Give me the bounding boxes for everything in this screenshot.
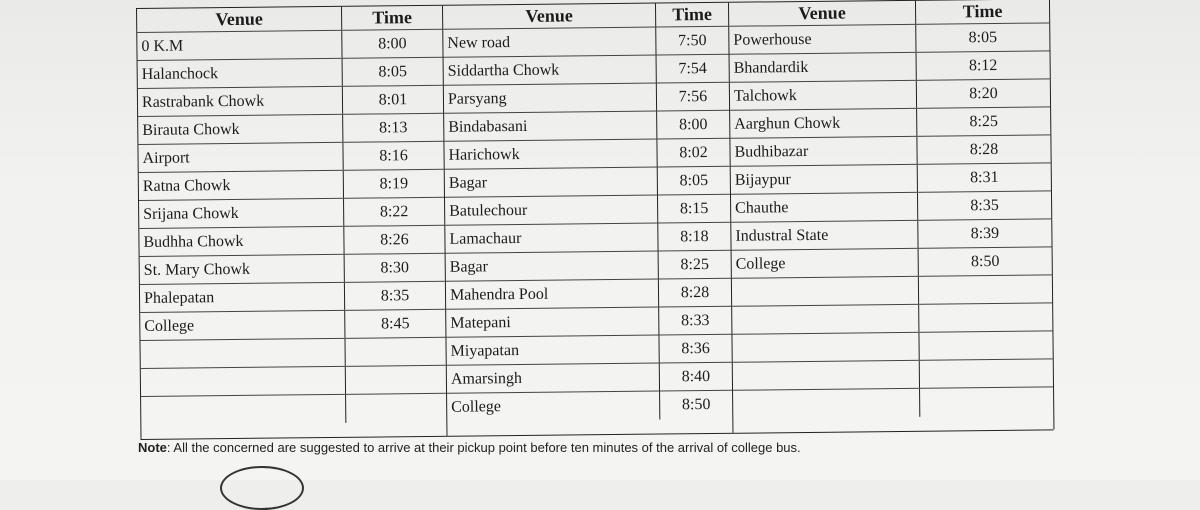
time-cell: 8:30 — [380, 258, 410, 276]
table-row — [444, 139, 729, 170]
time-cell: 8:20 — [969, 84, 998, 102]
table-row — [446, 307, 731, 338]
table-row — [445, 195, 730, 226]
venue-header: Venue — [137, 7, 342, 32]
route-column-1 — [137, 6, 447, 439]
time-cell: 8:13 — [378, 118, 408, 136]
venue-cell — [732, 277, 919, 306]
time-cell: 8:35 — [970, 196, 999, 214]
time-cell: 8:25 — [680, 255, 710, 273]
venue-cell: Srijana Chowk — [139, 199, 344, 228]
table-row — [732, 275, 1052, 306]
time-cell: 8:19 — [379, 174, 409, 192]
venue-cell: Industral State — [731, 221, 918, 250]
time-cell: 8:01 — [378, 90, 408, 108]
table-row — [733, 359, 1053, 390]
venue-cell: Miyapatan — [446, 336, 659, 365]
table-row — [732, 247, 1052, 278]
table-row — [138, 86, 443, 117]
time-cell: 8:26 — [380, 230, 409, 248]
venue-cell: Bagar — [445, 168, 658, 197]
table-row — [139, 198, 444, 229]
time-cell: 8:15 — [679, 199, 709, 217]
table-row — [138, 58, 443, 89]
table-row — [444, 83, 729, 114]
table-row — [447, 391, 732, 422]
venue-cell: Airport — [138, 143, 343, 172]
venue-cell: Birauta Chowk — [138, 115, 343, 144]
venue-cell — [732, 333, 919, 362]
table-row — [140, 254, 445, 285]
table-row — [138, 114, 443, 145]
table-row — [730, 107, 1050, 138]
table-row — [446, 251, 731, 282]
note-label: Note — [138, 440, 167, 455]
time-cell: 8:31 — [969, 168, 999, 186]
venue-cell — [141, 367, 346, 396]
table-row — [447, 363, 732, 394]
time-cell: 8:35 — [380, 286, 410, 304]
table-row — [445, 223, 730, 254]
venue-cell: College — [140, 311, 345, 340]
venue-cell: New road — [443, 28, 656, 57]
venue-cell: Amarsingh — [447, 364, 660, 393]
venue-cell: College — [732, 249, 919, 278]
header-row — [137, 6, 442, 33]
time-cell: 7:56 — [678, 87, 708, 105]
time-cell: 7:50 — [678, 31, 707, 49]
table-row — [444, 55, 729, 86]
venue-cell: Rastrabank Chowk — [138, 87, 343, 116]
venue-cell: Bagar — [446, 252, 659, 281]
time-cell: 8:02 — [679, 143, 708, 161]
venue-cell: 0 K.M — [137, 31, 342, 60]
route-column-2 — [443, 3, 733, 436]
time-cell: 8:39 — [970, 224, 1000, 242]
time-cell — [346, 366, 446, 394]
time-header: Time — [962, 0, 1003, 22]
table-row — [140, 310, 445, 341]
venue-cell: Siddartha Chowk — [444, 56, 657, 85]
venue-cell — [141, 395, 346, 425]
table-row — [137, 30, 442, 61]
header-row — [729, 0, 1049, 27]
table-row — [733, 387, 1053, 418]
table-row — [729, 23, 1049, 54]
table-row — [140, 338, 445, 369]
time-cell — [920, 359, 1053, 387]
venue-cell: Powerhouse — [729, 25, 916, 54]
venue-cell: Matepani — [446, 308, 659, 337]
college-stamp — [220, 466, 304, 510]
time-cell — [346, 394, 446, 423]
time-cell: 8:40 — [681, 367, 711, 385]
time-cell — [919, 275, 1052, 303]
time-cell: 8:28 — [969, 140, 999, 158]
time-cell: 8:33 — [680, 311, 710, 329]
time-cell — [919, 303, 1052, 331]
table-row — [731, 191, 1051, 222]
schedule-note — [138, 440, 801, 455]
time-header: Time — [372, 7, 413, 28]
venue-cell: Bijaypur — [731, 165, 918, 194]
time-cell: 8:05 — [378, 62, 407, 80]
time-header: Time — [672, 3, 713, 25]
table-row — [730, 79, 1050, 110]
time-cell: 8:50 — [970, 252, 1000, 270]
table-row — [141, 366, 446, 397]
table-row — [138, 142, 443, 173]
venue-cell: Parsyang — [444, 84, 657, 113]
venue-cell: Halanchock — [138, 59, 343, 88]
table-row — [446, 279, 731, 310]
table-row — [139, 226, 444, 257]
table-row — [140, 282, 445, 313]
time-cell: 8:18 — [680, 227, 709, 245]
venue-cell — [732, 305, 919, 334]
venue-cell: College — [447, 392, 660, 422]
time-cell — [345, 338, 445, 366]
time-cell: 8:50 — [681, 396, 711, 414]
venue-cell: Chauthe — [731, 193, 918, 222]
time-cell: 8:36 — [681, 339, 710, 357]
venue-cell — [733, 361, 920, 390]
note-text: : All the concerned are suggested to arrive at their pickup point before ten minutes of the arrival of college bus. — [166, 440, 801, 455]
table-row — [444, 111, 729, 142]
venue-cell: St. Mary Chowk — [140, 255, 345, 284]
time-cell — [919, 331, 1052, 359]
venue-cell: Lamachaur — [445, 224, 658, 253]
venue-cell — [733, 389, 920, 419]
time-cell: 8:00 — [678, 115, 708, 133]
venue-cell: Bindabasani — [444, 112, 657, 141]
time-cell: 8:25 — [969, 112, 999, 130]
table-row — [731, 219, 1051, 250]
venue-cell: Budhibazar — [730, 137, 917, 166]
time-cell: 8:00 — [378, 34, 407, 52]
time-cell: 8:28 — [680, 283, 710, 301]
time-cell: 8:22 — [379, 202, 409, 220]
time-cell: 8:12 — [968, 56, 998, 74]
venue-cell: Mahendra Pool — [446, 280, 659, 309]
venue-header: Venue — [443, 4, 656, 29]
table-row — [731, 163, 1051, 194]
table-row — [730, 51, 1050, 82]
time-cell: 8:16 — [379, 146, 408, 164]
time-cell: 8:45 — [380, 314, 410, 332]
venue-cell: Budhha Chowk — [139, 227, 344, 256]
venue-cell: Aarghun Chowk — [730, 109, 917, 138]
table-row — [732, 303, 1052, 334]
table-row — [443, 27, 728, 58]
header-row — [443, 3, 728, 30]
table-row — [732, 331, 1052, 362]
table-row — [141, 394, 446, 425]
time-cell: 7:54 — [678, 59, 707, 77]
time-cell — [920, 387, 1053, 416]
venue-cell: Harichowk — [444, 140, 657, 169]
venue-cell: Batulechour — [445, 196, 658, 225]
venue-header: Venue — [729, 1, 916, 26]
venue-cell: Talchowk — [730, 81, 917, 110]
table-row — [445, 167, 730, 198]
table-row — [730, 135, 1050, 166]
venue-cell: Bhandardik — [730, 53, 917, 82]
time-cell: 8:05 — [968, 28, 998, 46]
venue-cell: Ratna Chowk — [139, 171, 344, 200]
table-row — [446, 335, 731, 366]
venue-cell — [140, 339, 345, 368]
route-column-3 — [729, 0, 1054, 433]
bus-schedule-table — [136, 0, 1053, 440]
table-row — [139, 170, 444, 201]
time-cell: 8:05 — [679, 171, 709, 189]
venue-cell: Phalepatan — [140, 283, 345, 312]
